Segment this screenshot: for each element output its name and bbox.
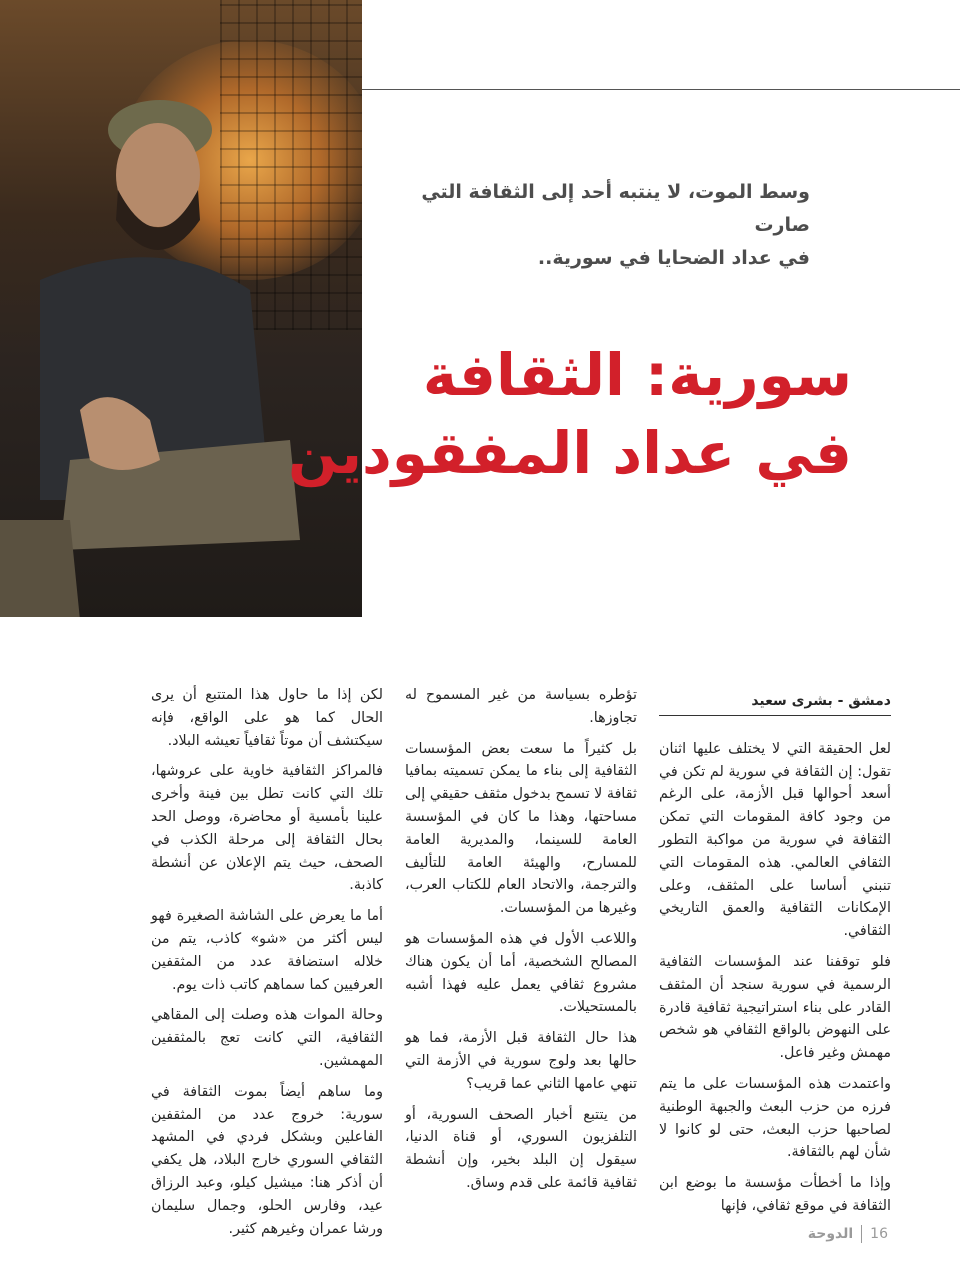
paragraph: واعتمدت هذه المؤسسات على ما يتم فرزه من حزب البعث والجبهة الوطنية لصاحبها حزب البعث، حتى لو كانوا لا شأن لهم بالثقافة.	[659, 1075, 891, 1161]
article-lede	[370, 176, 810, 275]
footer-divider	[861, 1225, 862, 1243]
paragraph: أما ما يعرض على الشاشة الصغيرة فهو ليس أكثر من «شو» كاذب، يتم من خلاله استضافة عدد من المثقفين العرفيين كما سماهم كاتب ذات يوم.	[151, 908, 383, 993]
text-column-middle	[405, 684, 637, 1203]
page-number: 16	[870, 1226, 888, 1242]
paragraph: لكن إذا ما حاول هذا المتتبع أن يرى الحال كما هو على الواقع، فإنه سيكتشف أن موتاً ثقافياً تعيشه البلاد.	[151, 687, 383, 749]
lede-line: وسط الموت، لا ينتبه أحد إلى الثقافة التي صارت	[421, 181, 810, 236]
text-column-right	[659, 690, 891, 1226]
page-footer	[808, 1225, 888, 1243]
paragraph: فلو توقفنا عند المؤسسات الثقافية الرسمية في سورية سنجد أن المثقف القادر على بناء استراتيجية ثقافية قادرة على النهوض بالواقع الثقافي هو شخص مهمش وغير فاعل.	[659, 953, 891, 1062]
text-column-left	[151, 684, 383, 1248]
paragraph: وما ساهم أيضاً بموت الثقافة في سورية: خروج عدد من المثقفين الفاعلين وبشكل فردي في المشهد الثقافي السوري خارج البلاد، هل يكفي أن أذكر هنا: ميشيل كيلو، وعبد الرزاق عيد، وفارس الحلو، وجمال سليمان ورشا عمران وغيرهم كثير.	[151, 1083, 383, 1237]
paragraph: لعل الحقيقة التي لا يختلف عليها اثنان تقول: إن الثقافة في سورية لم تكن في أسعد أحوالها قبل الأزمة، على الرغم من وجود كافة المقومات التي تمكن الثقافة في سورية من مواكبة التطور الثقافي العالمي. هذه المقومات التي تنبني أساسا على المثقف، وعلى الإمكانات الثقافية والعمق التاريخي الثقافي.	[659, 740, 891, 940]
magazine-name: الدوحة	[807, 1226, 854, 1242]
header-rule	[362, 89, 960, 90]
lede-line: في عداد الضحايا في سورية..	[537, 247, 810, 269]
headline-line: سورية: الثقافة	[422, 341, 852, 409]
paragraph: بل كثيراً ما سعت بعض المؤسسات الثقافية إلى بناء ما يمكن تسميته بمافيا ثقافة لا تسمح بدخول مثقف حقيقي إلى مساحتها، وهذا ما كان في المؤسسة العامة للسينما، والمديرية العامة للمسارح، والهيئة العامة للتأليف والترجمة، والاتحاد العام للكتاب العرب، وغيرها من المؤسسات.	[405, 740, 637, 917]
paragraph: وحالة الموات هذه وصلت إلى المقاهي الثقافية، التي كانت تعج بالمثقفين المهمشين.	[151, 1007, 383, 1069]
photo-subject-silhouette	[0, 80, 300, 617]
paragraph: فالمراكز الثقافية خاوية على عروشها، تلك التي كانت تطل بين فينة وأخرى علينا بأمسية أو محاضرة، ووصل الحد بحال الثقافة إلى مرحلة الكذب في الصحف، حيث يتم الإعلان عن أنشطة كاذبة.	[151, 763, 383, 894]
paragraph: واللاعب الأول في هذه المؤسسات هو المصالح الشخصية، أما أن يكون هناك مشروع ثقافي يعمل عليه فهذا أشبه بالمستحيلات.	[405, 930, 637, 1016]
paragraph: من يتتبع أخبار الصحف السورية، أو التلفزيون السوري، أو قناة الدنيا، سيقول إن البلد بخير، وإن أنشطة ثقافية قائمة على قدم وساق.	[405, 1106, 637, 1191]
article-headline	[288, 336, 852, 492]
byline: دمشق - بشرى سعيد	[659, 690, 891, 716]
paragraph: تؤطره بسياسة من غير المسموح له تجاوزها.	[405, 687, 637, 726]
headline-line: في عداد المفقودين	[288, 419, 852, 487]
paragraph: هذا حال الثقافة قبل الأزمة، فما هو حالها بعد ولوج سورية في الأزمة التي تنهي عامها الثاني عما قريب؟	[405, 1030, 637, 1092]
article-photo	[0, 0, 362, 617]
paragraph: وإذا ما أخطأت مؤسسة ما بوضع ابن الثقافة في موقع ثقافي، فإنها	[659, 1175, 891, 1214]
